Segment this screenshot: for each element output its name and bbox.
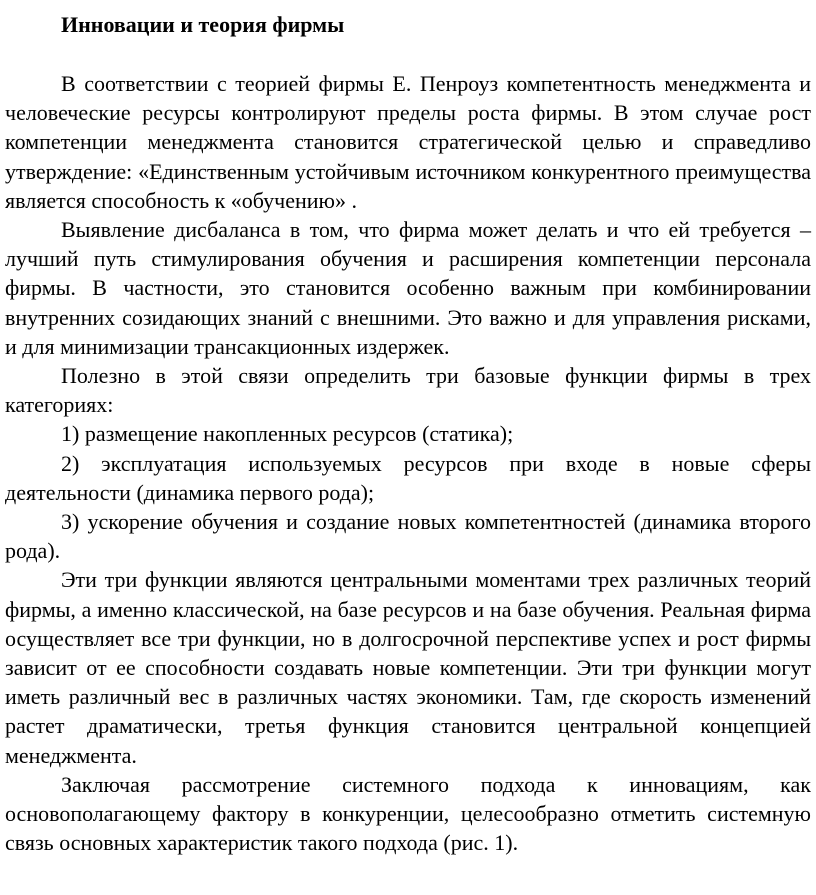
list-item-function-3: 3) ускорение обучения и создание новых компетентностей (динамика второго рода). <box>5 509 811 564</box>
paragraph-three-functions-intro: Полезно в этой связи определить три базовые функции фирмы в трех категориях: <box>5 363 811 418</box>
paragraph-theories: Эти три функции являются центральными моментами трех различных теорий фирмы, а именно классической, на базе ресурсов и на базе обучения. Реальная фирма осуществляет все три функции, но в долгосрочной перспективе успех и рост фирмы зависит от ее способности создавать новые компетенции. Эти три функции могут иметь различный вес в различных частях экономики. Там, где скорость изменений растет драматически, третья функция становится центральной концепцией менеджмента. <box>5 567 811 768</box>
paragraph-penrose: В соответствии с теорией фирмы Е. Пенроуз компетентность менеджмента и человеческие ресурсы контролируют пределы роста фирмы. В этом случае рост компетенции менеджмента становится стратегической целью и справедливо утверждение: «Единственным устойчивым источником конкурентного преимущества является способность к «обучению» . <box>5 71 811 213</box>
document-page <box>5 10 811 857</box>
paragraph-imbalance: Выявление дисбаланса в том, что фирма может делать и что ей требуется – лучший путь стимулирования обучения и расширения компетенции персонала фирмы. В частности, это становится особенно важным при комбинировании внутренних созидающих знаний с внешними. Это важно и для управления рисками, и для минимизации трансакционных издержек. <box>5 217 811 359</box>
paragraph-conclusion: Заключая рассмотрение системного подхода к инновациям, как основополагающему фактору в конкуренции, целесообразно отметить системную связь основных характеристик такого подхода (рис. 1). <box>5 771 811 856</box>
document-title: Инновации и теория фирмы <box>61 12 345 37</box>
list-item-function-1: 1) размещение накопленных ресурсов (статика); <box>61 421 514 447</box>
list-item-function-2: 2) эксплуатация используемых ресурсов при входе в новые сферы деятельности (динамика первого рода); <box>5 450 811 505</box>
